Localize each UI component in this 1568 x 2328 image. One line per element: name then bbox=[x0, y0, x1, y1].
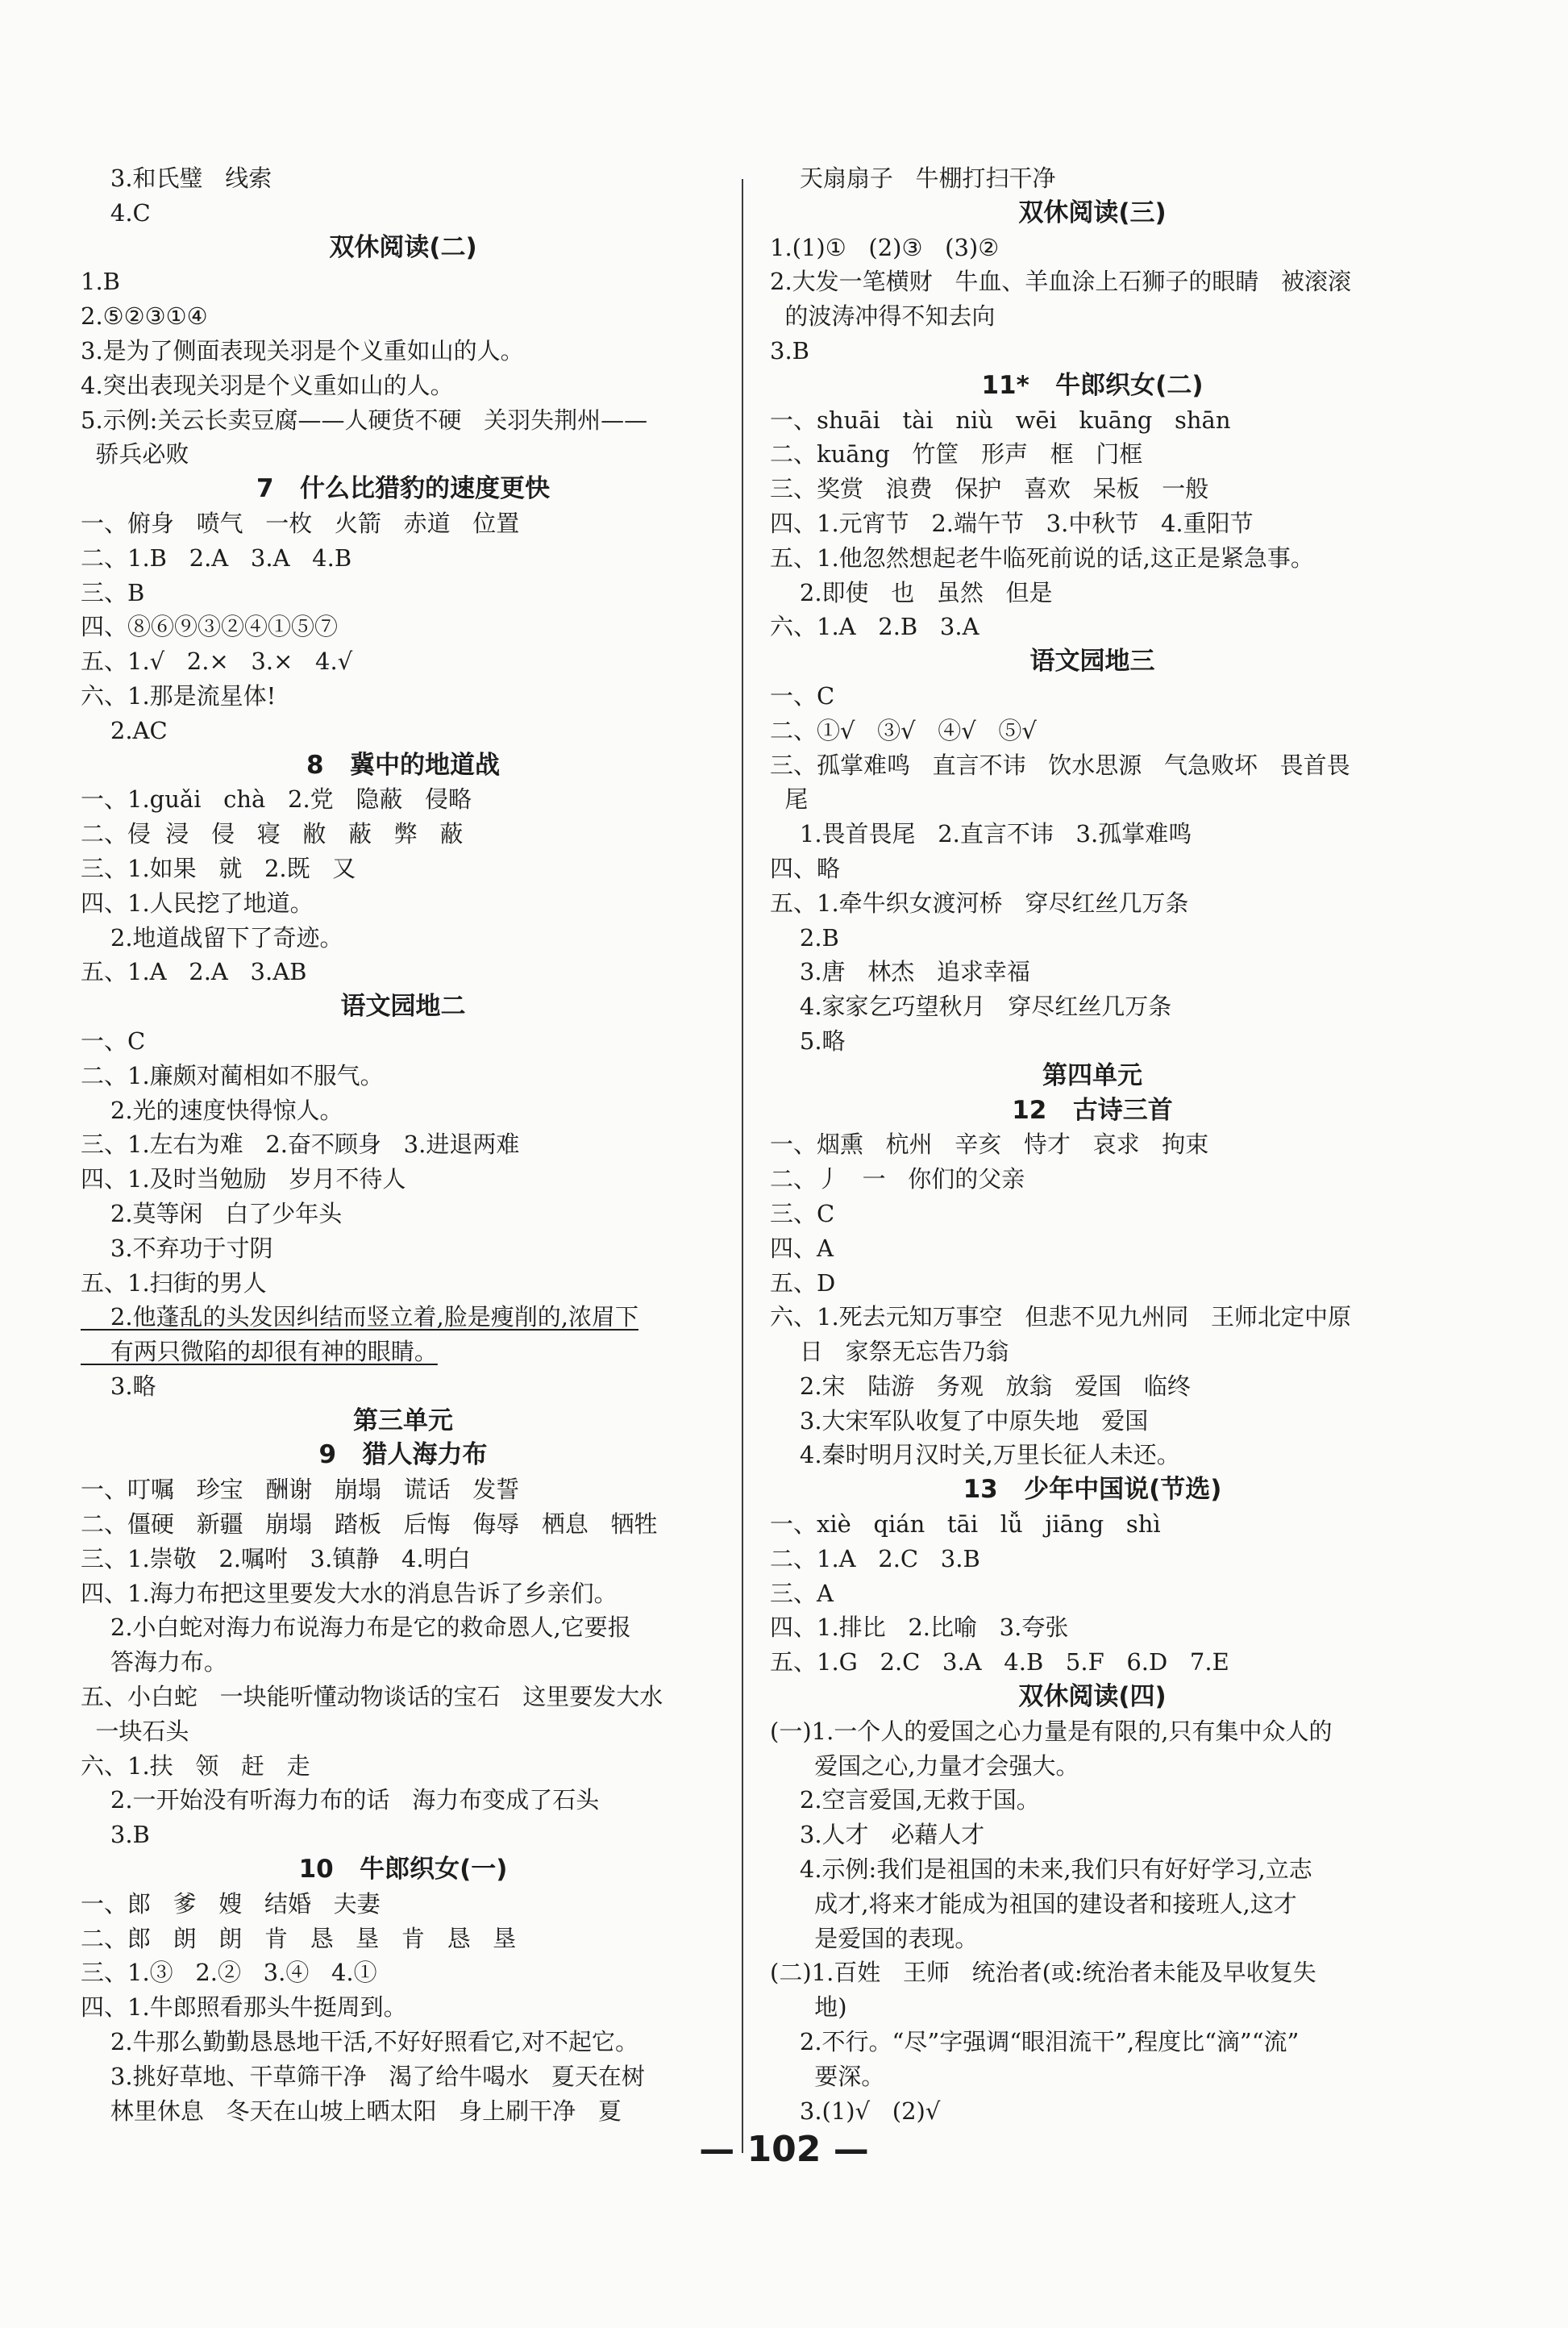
answer-line bbox=[81, 1127, 726, 1162]
answer-line bbox=[770, 1955, 1415, 1990]
line-text: 一、1.guǎi chà 2.党 隐蔽 侵略 bbox=[81, 785, 472, 814]
line-text: 语文园地二 bbox=[340, 992, 466, 1022]
answer-line bbox=[81, 1680, 726, 1714]
answer-line bbox=[770, 1852, 1415, 1887]
answer-line bbox=[81, 679, 726, 714]
section-heading bbox=[81, 472, 726, 506]
answer-line bbox=[81, 644, 726, 679]
line-text: 二、kuāng 竹筐 形声 框 门框 bbox=[770, 440, 1143, 469]
column-divider bbox=[742, 179, 743, 2153]
line-text: 1.(1)① (2)③ (3)② bbox=[770, 233, 1000, 261]
answer-line bbox=[770, 541, 1415, 576]
answer-line bbox=[770, 852, 1415, 886]
line-text: 一、shuāi tài niù wēi kuāng shān bbox=[770, 406, 1231, 434]
line-text: 2.莫等闲 白了少年头 bbox=[81, 1199, 343, 1227]
line-text: 3.挑好草地、干草筛干净 渴了给牛喝水 夏天在树 bbox=[81, 2062, 645, 2090]
line-text: 二、侵 浸 侵 寝 敝 蔽 弊 蔽 bbox=[81, 820, 464, 848]
answer-line bbox=[770, 1922, 1415, 1956]
line-text: 四、1.牛郎照看那头牛挺周到。 bbox=[81, 1993, 407, 2022]
answer-line bbox=[770, 2059, 1415, 2094]
answer-line bbox=[81, 1162, 726, 1197]
answer-line bbox=[770, 782, 1415, 817]
section-heading bbox=[81, 748, 726, 783]
answer-line bbox=[770, 714, 1415, 748]
line-text: 三、1.崇敬 2.嘱咐 3.镇静 4.明白 bbox=[81, 1544, 471, 1572]
answer-line bbox=[81, 782, 726, 817]
line-text: 六、1.A 2.B 3.A bbox=[770, 613, 979, 641]
line-text: 10 牛郎织女(一) bbox=[298, 1855, 508, 1884]
line-text: 四、A bbox=[770, 1234, 834, 1262]
answer-line bbox=[81, 2059, 726, 2094]
line-text: 2.大发一笔横财 牛血、羊血涂上石狮子的眼睛 被滚滚 bbox=[770, 268, 1351, 296]
answer-line bbox=[81, 1472, 726, 1507]
line-text: 六、1.扶 领 赶 走 bbox=[81, 1751, 310, 1780]
line-text: 2.B bbox=[770, 923, 839, 952]
answer-line bbox=[770, 2094, 1415, 2129]
line-text: 2.小白蛇对海力布说海力布是它的救命恩人,它要报 bbox=[81, 1614, 631, 1642]
answer-line bbox=[770, 437, 1415, 472]
answer-line bbox=[770, 1576, 1415, 1611]
line-text: 五、D bbox=[770, 1268, 836, 1297]
line-text: 三、奖赏 浪费 保护 喜欢 呆板 一般 bbox=[770, 475, 1209, 503]
line-text: 四、1.及时当勉励 岁月不待人 bbox=[81, 1165, 406, 1193]
line-text: 五、1.√ 2.× 3.× 4.√ bbox=[81, 648, 353, 676]
line-text: 第四单元 bbox=[1042, 1060, 1142, 1090]
line-text: 3.B bbox=[770, 336, 809, 364]
line-text: 五、1.他忽然想起老牛临死前说的话,这正是紧急事。 bbox=[770, 543, 1314, 572]
line-text: 四、1.排比 2.比喻 3.夸张 bbox=[770, 1614, 1069, 1642]
line-text: 5.示例:关云长卖豆腐——人硬货不硬 关羽失荆州—— bbox=[81, 406, 648, 434]
line-text: 三、1.如果 就 2.既 又 bbox=[81, 854, 356, 882]
section-heading bbox=[81, 989, 726, 1024]
answer-line bbox=[770, 264, 1415, 299]
answer-line bbox=[81, 1645, 726, 1680]
line-text: 一、烟熏 杭州 辛亥 恃才 哀求 拘束 bbox=[770, 1131, 1209, 1159]
answer-line bbox=[770, 748, 1415, 783]
answer-line bbox=[770, 1300, 1415, 1335]
answer-line bbox=[770, 161, 1415, 196]
section-heading bbox=[770, 369, 1415, 403]
answer-line bbox=[81, 1922, 726, 1956]
answer-line bbox=[81, 1818, 726, 1852]
line-text: 五、1.扫街的男人 bbox=[81, 1268, 267, 1297]
answer-line bbox=[81, 610, 726, 644]
line-text: 双休阅读(四) bbox=[1018, 1682, 1167, 1712]
line-text: 一、C bbox=[770, 681, 835, 710]
line-text: 2.⑤②③①④ bbox=[81, 302, 208, 331]
answer-line bbox=[770, 1749, 1415, 1784]
line-text: 四、略 bbox=[770, 854, 841, 882]
answer-line bbox=[770, 1438, 1415, 1472]
answer-line bbox=[81, 196, 726, 231]
answer-line bbox=[81, 2025, 726, 2059]
answer-line bbox=[770, 1610, 1415, 1645]
line-text: 五、1.G 2.C 3.A 4.B 5.F 6.D 7.E bbox=[770, 1648, 1229, 1676]
answer-line bbox=[81, 1024, 726, 1059]
line-text: 三、C bbox=[770, 1199, 835, 1227]
line-text: 六、1.死去元知万事空 但悲不见九州同 王师北定中原 bbox=[770, 1303, 1351, 1331]
line-text: 五、1.牵牛织女渡河桥 穿尽红丝几万条 bbox=[770, 889, 1189, 917]
section-heading bbox=[770, 1472, 1415, 1507]
answer-line bbox=[81, 817, 726, 852]
answer-line bbox=[770, 1197, 1415, 1231]
line-text: 一块石头 bbox=[81, 1717, 189, 1745]
line-text: 3.大宋军队收复了中原失地 爱国 bbox=[770, 1406, 1149, 1435]
answer-line bbox=[81, 437, 726, 472]
answer-line bbox=[770, 610, 1415, 644]
line-text: 2.地道战留下了奇迹。 bbox=[81, 923, 343, 952]
line-text: 一、郎 爹 嫂 结婚 夫妻 bbox=[81, 1889, 381, 1918]
answer-line bbox=[81, 541, 726, 576]
answer-line bbox=[81, 1300, 726, 1335]
section-heading bbox=[770, 196, 1415, 231]
answer-line bbox=[81, 1542, 726, 1576]
answer-line bbox=[81, 1714, 726, 1749]
line-text: 四、1.海力布把这里要发大水的消息告诉了乡亲们。 bbox=[81, 1579, 618, 1607]
line-text: 2.牛那么勤勤恳恳地干活,不好好照看它,对不起它。 bbox=[81, 2028, 638, 2056]
line-text: 五、1.A 2.A 3.AB bbox=[81, 958, 307, 986]
line-text: 二、①√ ③√ ④√ ⑤√ bbox=[770, 716, 1037, 744]
answer-line bbox=[770, 1714, 1415, 1749]
line-text: 3.略 bbox=[81, 1372, 156, 1400]
answer-line bbox=[770, 1507, 1415, 1542]
answer-line bbox=[770, 231, 1415, 265]
answer-line bbox=[81, 2094, 726, 2129]
line-text: 1.畏首畏尾 2.直言不讳 3.孤掌难鸣 bbox=[770, 820, 1192, 848]
line-text: 的波涛冲得不知去向 bbox=[770, 302, 996, 331]
answer-line bbox=[81, 1059, 726, 1093]
section-heading bbox=[81, 1404, 726, 1439]
line-text: 3.人才 必藉人才 bbox=[770, 1821, 985, 1849]
line-text: (二)1.百姓 王师 统治者(或:统治者未能及早收复失 bbox=[770, 1959, 1316, 1987]
line-text: 3.不弃功于寸阴 bbox=[81, 1234, 273, 1262]
answer-line bbox=[770, 1266, 1415, 1301]
answer-line bbox=[770, 955, 1415, 989]
line-text: 三、孤掌难鸣 直言不讳 饮水思源 气急败坏 畏首畏 bbox=[770, 751, 1350, 779]
line-text: 2.AC bbox=[81, 716, 168, 744]
line-text: 四、1.元宵节 2.端午节 3.中秋节 4.重阳节 bbox=[770, 509, 1254, 537]
line-text: 林里休息 冬天在山坡上晒太阳 身上刷干净 夏 bbox=[81, 2097, 622, 2125]
answer-line bbox=[81, 1507, 726, 1542]
line-text: 2.一开始没有听海力布的话 海力布变成了石头 bbox=[81, 1786, 600, 1814]
answer-line bbox=[770, 1231, 1415, 1266]
answer-line bbox=[81, 1093, 726, 1128]
line-text: 是爱国的表现。 bbox=[770, 1924, 979, 1952]
answer-line bbox=[770, 334, 1415, 369]
section-heading bbox=[770, 1059, 1415, 1093]
line-text: 语文园地三 bbox=[1029, 647, 1155, 677]
line-text: 成才,将来才能成为祖国的建设者和接班人,这才 bbox=[770, 1889, 1297, 1918]
answer-line bbox=[81, 1266, 726, 1301]
answer-line bbox=[81, 1369, 726, 1404]
line-text: 7 什么比猎豹的速度更快 bbox=[256, 474, 550, 504]
line-text: 2.光的速度快得惊人。 bbox=[81, 1096, 343, 1124]
line-text: 8 冀中的地道战 bbox=[306, 750, 500, 780]
line-text: 5.略 bbox=[770, 1027, 846, 1055]
line-text: 3.和氏璧 线索 bbox=[81, 165, 272, 192]
right-column bbox=[770, 161, 1415, 2128]
line-text: 3.(1)√ (2)√ bbox=[770, 2097, 941, 2125]
answer-line bbox=[81, 576, 726, 610]
answer-line bbox=[770, 679, 1415, 714]
answer-line bbox=[770, 1404, 1415, 1439]
answer-line bbox=[770, 1335, 1415, 1369]
line-text: 1.B bbox=[81, 268, 120, 296]
line-text: 二、1.廉颇对蔺相如不服气。 bbox=[81, 1061, 384, 1089]
answer-line bbox=[770, 1818, 1415, 1852]
answer-line bbox=[81, 1576, 726, 1611]
answer-line bbox=[81, 921, 726, 956]
line-text: 三、A bbox=[770, 1579, 834, 1607]
line-text: 一、俯身 喷气 一枚 火箭 赤道 位置 bbox=[81, 509, 520, 537]
answer-line bbox=[770, 1783, 1415, 1818]
line-text: 4.示例:我们是祖国的未来,我们只有好好学习,立志 bbox=[770, 1855, 1312, 1884]
line-text: 一、xiè qián tāi lǚ jiāng shì bbox=[770, 1510, 1161, 1539]
answer-line bbox=[770, 989, 1415, 1024]
line-text: 爱国之心,力量才会强大。 bbox=[770, 1751, 1079, 1780]
answer-line bbox=[81, 1197, 726, 1231]
line-text: 2.不行。“尽”字强调“眼泪流干”,程度比“滴”“流” bbox=[770, 2028, 1300, 2056]
answer-line bbox=[770, 1645, 1415, 1680]
line-text: 2.他蓬乱的头发因纠结而竖立着,脸是瘦削的,浓眉下 bbox=[81, 1303, 638, 1331]
page-number: — 102 — bbox=[699, 2129, 869, 2170]
answer-line bbox=[81, 369, 726, 403]
line-text: 二、郎 朗 朗 肯 恳 垦 肯 恳 垦 bbox=[81, 1924, 517, 1952]
answer-line bbox=[770, 403, 1415, 438]
line-text: 要深。 bbox=[770, 2062, 885, 2090]
answer-line bbox=[770, 921, 1415, 956]
line-text: 五、小白蛇 一块能听懂动物谈话的宝石 这里要发大水 bbox=[81, 1683, 663, 1711]
line-text: 13 少年中国说(节选) bbox=[963, 1475, 1222, 1505]
line-text: 3.唐 林杰 追求幸福 bbox=[770, 958, 1030, 986]
answer-line bbox=[81, 334, 726, 369]
answer-line bbox=[770, 299, 1415, 334]
line-text: 三、B bbox=[81, 578, 145, 606]
line-text: 11* 牛郎织女(二) bbox=[981, 370, 1204, 400]
answer-line bbox=[770, 1127, 1415, 1162]
answer-line bbox=[81, 886, 726, 921]
answer-line bbox=[81, 955, 726, 989]
answer-line bbox=[770, 1369, 1415, 1404]
line-text: 四、1.人民挖了地道。 bbox=[81, 889, 314, 917]
answer-line bbox=[770, 1887, 1415, 1922]
line-text: 一、叮嘱 珍宝 酬谢 崩塌 谎话 发誓 bbox=[81, 1476, 520, 1504]
line-text: 尾 bbox=[770, 785, 809, 814]
line-text: 二、1.B 2.A 3.A 4.B bbox=[81, 543, 352, 572]
line-text: 4.秦时明月汉时关,万里长征人未还。 bbox=[770, 1441, 1180, 1469]
line-text: 第三单元 bbox=[353, 1406, 453, 1435]
answer-line bbox=[81, 1610, 726, 1645]
line-text: 答海力布。 bbox=[81, 1648, 227, 1676]
section-heading bbox=[770, 1680, 1415, 1714]
line-text: 3.B bbox=[81, 1821, 150, 1849]
line-text: 12 古诗三首 bbox=[1012, 1095, 1173, 1125]
line-text: 骄兵必败 bbox=[81, 440, 189, 469]
answer-line bbox=[770, 1542, 1415, 1576]
answer-line bbox=[81, 299, 726, 334]
answer-line bbox=[81, 714, 726, 748]
answer-line bbox=[770, 1990, 1415, 2025]
line-text: 9 猎人海力布 bbox=[318, 1440, 488, 1470]
line-text: 4.家家乞巧望秋月 穿尽红丝几万条 bbox=[770, 993, 1172, 1021]
answer-line bbox=[81, 506, 726, 541]
line-text: 四、⑧⑥⑨③②④①⑤⑦ bbox=[81, 613, 339, 641]
answer-line bbox=[81, 1783, 726, 1818]
answer-line bbox=[81, 1990, 726, 2025]
line-text: 三、1.③ 2.② 3.④ 4.① bbox=[81, 1959, 377, 1987]
line-text: 3.是为了侧面表现关羽是个义重如山的人。 bbox=[81, 336, 524, 364]
line-text: 三、1.左右为难 2.奋不顾身 3.进退两难 bbox=[81, 1131, 520, 1159]
answer-line bbox=[770, 886, 1415, 921]
line-text: 二、丿 一 你们的父亲 bbox=[770, 1165, 1025, 1193]
answer-line bbox=[81, 852, 726, 886]
line-text: 双休阅读(二) bbox=[329, 232, 477, 262]
line-text: 2.空言爱国,无救于国。 bbox=[770, 1786, 1040, 1814]
line-text: 二、僵硬 新疆 崩塌 踏板 后悔 侮辱 栖息 牺牲 bbox=[81, 1510, 658, 1539]
line-text: 二、1.A 2.C 3.B bbox=[770, 1544, 980, 1572]
line-text: 日 家祭无忘告乃翁 bbox=[770, 1338, 1009, 1366]
answer-line bbox=[81, 1955, 726, 1990]
line-text: 2.宋 陆游 务观 放翁 爱国 临终 bbox=[770, 1372, 1191, 1400]
line-text: 4.C bbox=[81, 198, 151, 227]
answer-line bbox=[81, 161, 726, 196]
answer-line bbox=[770, 1024, 1415, 1059]
line-text: 六、1.那是流星体! bbox=[81, 681, 277, 710]
answer-line bbox=[770, 817, 1415, 852]
answer-line bbox=[81, 1231, 726, 1266]
line-text: 4.突出表现关羽是个义重如山的人。 bbox=[81, 371, 454, 399]
left-column bbox=[81, 161, 726, 2128]
answer-line bbox=[770, 506, 1415, 541]
answer-line bbox=[81, 1749, 726, 1784]
answer-line bbox=[81, 403, 726, 438]
section-heading bbox=[81, 1438, 726, 1472]
answer-line bbox=[770, 2025, 1415, 2059]
section-heading bbox=[81, 231, 726, 265]
answer-line bbox=[770, 472, 1415, 506]
section-heading bbox=[81, 1852, 726, 1887]
answer-line bbox=[81, 1887, 726, 1922]
section-heading bbox=[770, 644, 1415, 679]
line-text: 2.即使 也 虽然 但是 bbox=[770, 578, 1053, 606]
answer-line bbox=[81, 264, 726, 299]
answer-line bbox=[81, 1335, 726, 1369]
answer-line bbox=[770, 1162, 1415, 1197]
line-text: (一)1.一个人的爱国之心力量是有限的,只有集中众人的 bbox=[770, 1717, 1333, 1745]
line-text: 有两只微陷的却很有神的眼睛。 bbox=[81, 1338, 438, 1366]
section-heading bbox=[770, 1093, 1415, 1128]
line-text: 一、C bbox=[81, 1027, 146, 1055]
line-text: 天扇扇子 牛棚打扫干净 bbox=[770, 165, 1056, 192]
answer-line bbox=[770, 576, 1415, 610]
line-text: 双休阅读(三) bbox=[1018, 198, 1167, 227]
line-text: 地) bbox=[770, 1993, 847, 2022]
